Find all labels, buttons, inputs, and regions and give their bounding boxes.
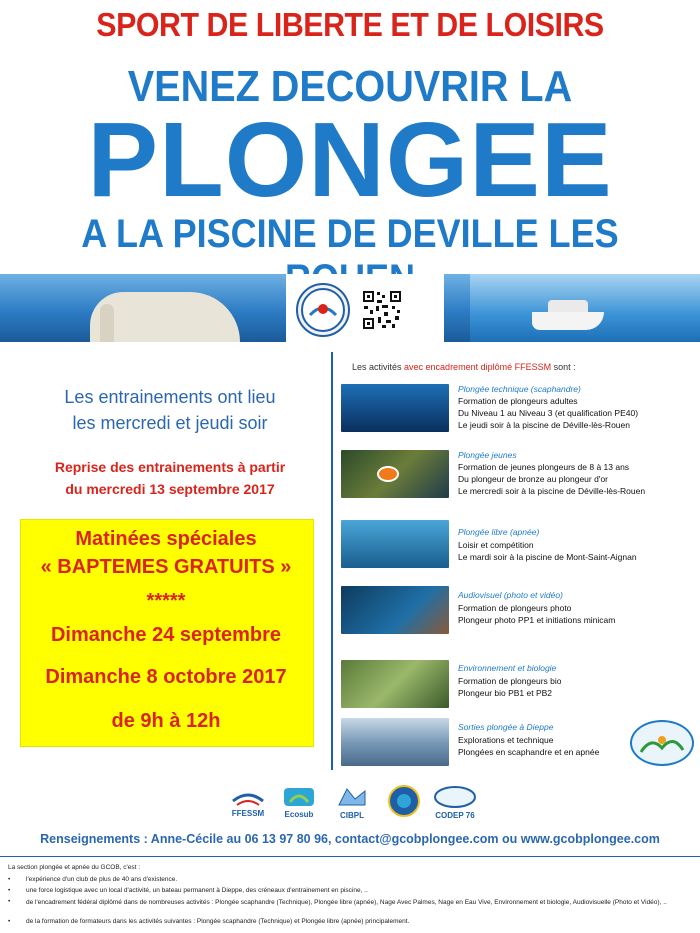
environment-badge-icon <box>630 720 694 766</box>
footer-bullet-dot: • <box>8 887 11 894</box>
activities-header <box>352 362 692 372</box>
codep76-logo-icon <box>432 785 478 819</box>
footer-bullet: de la formation de formateurs dans les activités suivantes : Plongée scaphandre (Technique) et Plongée libre (apnée) principalement. <box>26 918 410 925</box>
matinees-subtitle: « BAPTEMES GRATUITS » <box>40 556 292 578</box>
headline-venez: VENEZ DECOUVRIR LA <box>127 62 573 111</box>
training-line-1: Les entrainements ont lieu <box>64 387 276 407</box>
activity-photo-technique <box>341 384 449 432</box>
activity-line: Loisir et compétition <box>458 540 534 550</box>
matinees-date-1: Dimanche 24 septembre <box>50 624 282 646</box>
activity-line: Le mercredi soir à la piscine de Déville-lès-Rouen <box>458 486 646 496</box>
activity-title: Plongée jeunes <box>458 450 517 460</box>
activity-title: Plongée libre (apnée) <box>458 527 540 537</box>
activity-line: Plongeur bio PB1 et PB2 <box>458 688 553 698</box>
activity-photo-audiovisuel <box>341 586 449 634</box>
activity-title: Plongée technique (scaphandre) <box>458 384 581 394</box>
headline-piscine: A LA PISCINE DE DEVILLE LES <box>81 212 619 256</box>
activity-line: Explorations et technique <box>458 735 554 745</box>
activity-line: Formation de plongeurs bio <box>458 676 562 686</box>
logo-label: CODEP 76 <box>435 810 475 820</box>
headline-sport: SPORT DE LIBERTE ET DE LOISIRS <box>96 6 604 43</box>
qr-code-icon[interactable] <box>362 290 402 330</box>
cibpl-logo-icon <box>330 785 374 819</box>
gcob-emblem-icon <box>300 287 346 333</box>
matinees-hours: de 9h à 12h <box>111 710 221 732</box>
reprise-info <box>20 456 320 500</box>
footer-divider <box>0 856 700 857</box>
gcob-logo-icon <box>296 283 350 337</box>
boat-hull-shape <box>532 312 604 330</box>
activity-photo-bio <box>341 660 449 708</box>
activity-line: Formation de plongeurs adultes <box>458 396 578 406</box>
activities-header-before: Les activités <box>352 362 405 372</box>
ffessm-logo-icon <box>228 785 268 819</box>
activity-line: Du Niveau 1 au Niveau 3 (et qualification PE40) <box>458 408 639 418</box>
logo-label: FFESSM <box>231 808 265 818</box>
reprise-line-2: du mercredi 13 septembre 2017 <box>65 481 275 497</box>
needle-rock-shape <box>100 304 114 342</box>
ecosub-logo-icon <box>276 785 322 819</box>
activity-line: Formation de plongeurs photo <box>458 603 572 613</box>
contact-line: Renseignements : Anne-Cécile au 06 13 97 80 96, contact@gcobplongee.com ou www.gcobplongee.com <box>40 832 660 846</box>
gcob-badge-icon <box>384 785 424 819</box>
activity-title: Audiovisuel (photo et vidéo) <box>458 590 563 600</box>
footer-bullet: l'expérience d'un club de plus de 40 ans d'existence. <box>26 876 178 883</box>
matinees-stars: ***** <box>146 590 186 612</box>
boat-cabin-shape <box>548 300 588 312</box>
activities-header-highlight: avec encadrement diplômé FFESSM <box>404 362 552 372</box>
footer-bullet: une force logistique avec un local d'activité, un bateau permanent à Dieppe, des créneaux d'entrainement en piscine, .. <box>26 887 368 894</box>
activity-photo-dieppe <box>341 718 449 766</box>
activity-photo-apnee <box>341 520 449 568</box>
matinees-date-2: Dimanche 8 octobre 2017 <box>45 666 287 688</box>
footer-bullet-dot: • <box>8 876 11 883</box>
footer-bullet: de l'encadrement fédéral diplômé dans de nombreuses activités : Plongée scaphandre (Technique), Plongée libre (apnée), Nage Avec Palmes, Nage en Eau Vive, Environnement et biologie, Audiovisuelle (Photo et Vidéo), .. <box>26 899 667 906</box>
training-line-2: les mercredi et jeudi soir <box>72 413 268 433</box>
activity-line: Le jeudi soir à la piscine de Déville-lès-Rouen <box>458 420 630 430</box>
matinees-title: Matinées spéciales <box>75 528 257 550</box>
activity-line: Du plongeur de bronze au plongeur d'or <box>458 474 609 484</box>
activity-photo-jeunes <box>341 450 449 498</box>
reprise-line-1: Reprise des entrainements à partir <box>54 459 286 475</box>
activity-line: Le mardi soir à la piscine de Mont-Saint-Aignan <box>458 552 637 562</box>
clownfish-shape <box>377 466 399 482</box>
column-divider <box>331 352 333 770</box>
activity-title: Sorties plongée à Dieppe <box>458 722 554 732</box>
logo-label: Ecosub <box>284 809 314 819</box>
activity-line: Formation de jeunes plongeurs de 8 à 13 ans <box>458 462 630 472</box>
footer-intro: La section plongée et apnée du GCOB, c'est : <box>8 864 141 871</box>
activity-line: Plongées en scaphandre et en apnée <box>458 747 600 757</box>
footer-bullet-dot: • <box>8 898 11 905</box>
headline-plongee: PLONGEE <box>87 101 613 219</box>
logo-label: CIBPL <box>340 810 364 820</box>
activities-header-after: sont : <box>551 362 576 372</box>
activity-title: Environnement et biologie <box>458 663 557 673</box>
activity-line: Plongeur photo PP1 et initiations minicam <box>458 615 616 625</box>
training-info <box>20 384 320 436</box>
footer-bullet-dot: • <box>8 918 11 925</box>
